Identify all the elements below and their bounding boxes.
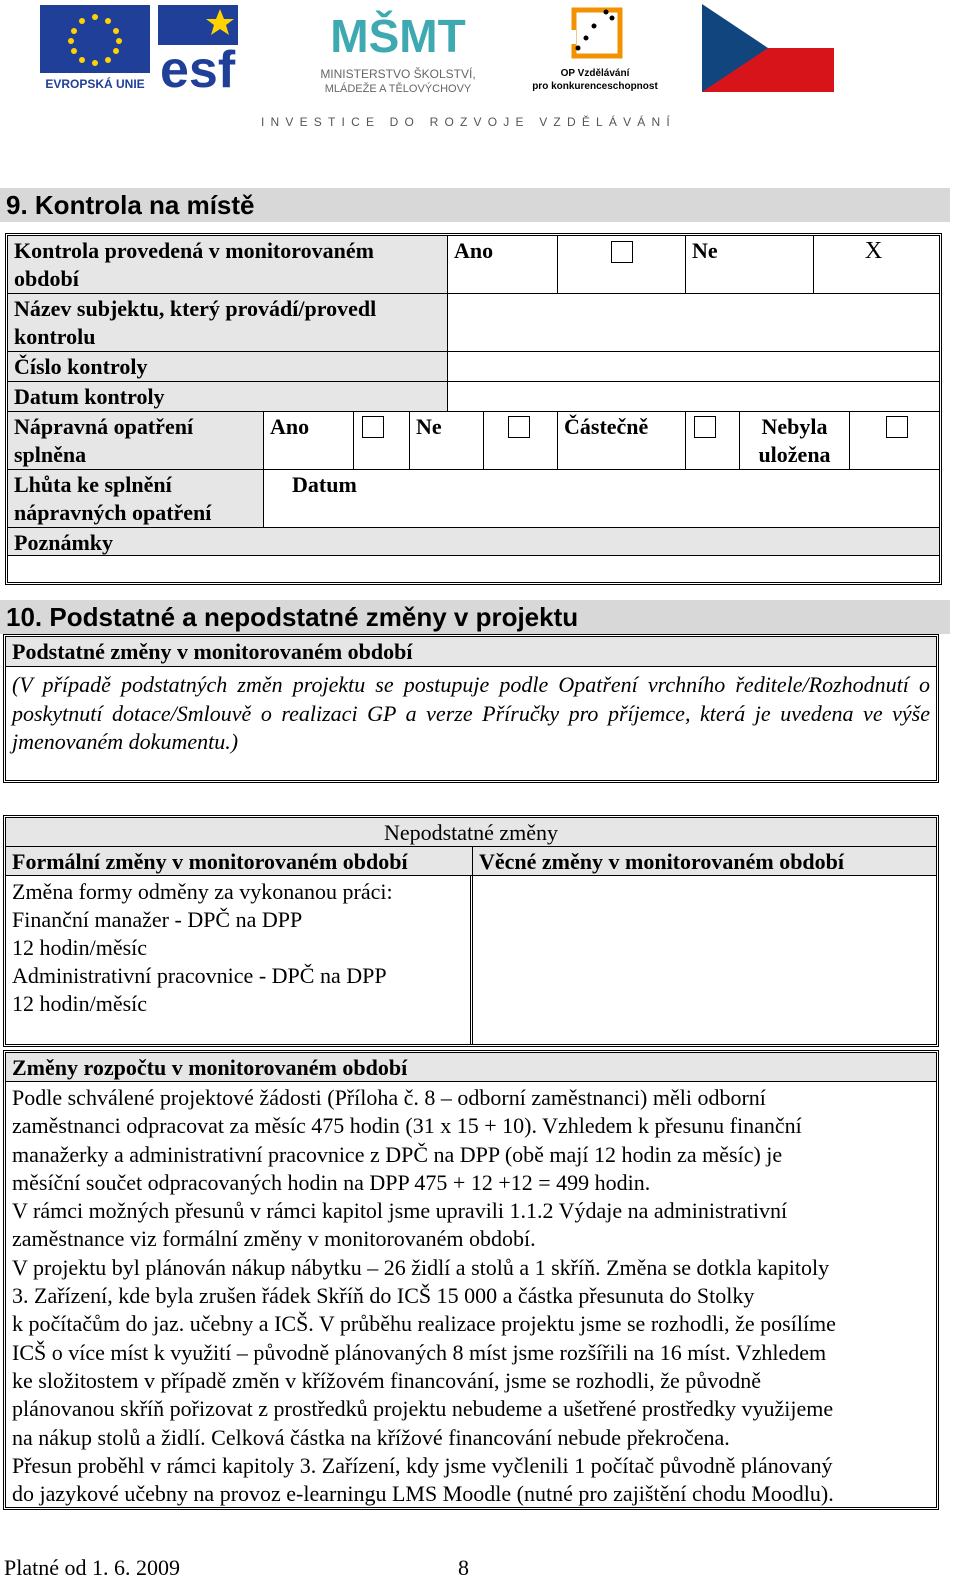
napr-ano-checkbox[interactable] [362, 416, 384, 438]
podstatne-note: (V případě podstatných změn projektu se postupuje podle Opatření vrchního ředitele/Rozhodnutí o poskytnutí dotace/Smlouvě o realizaci GP a verze Příručky pro příjemce, která je uvedena ve výše jmenovaném dokumentu.) [12, 672, 930, 754]
formalni-line-1: Změna formy odměny za vykonanou práci: [12, 879, 393, 904]
rozpocet-line-8: 3. Zařízení, kde byla zrušen řádek Skříň do ICŠ 15 000 a částka přesunuta do Stolky [12, 1283, 755, 1309]
lhuta-label: Lhůta ke splnění nápravných opatření [8, 470, 264, 528]
subjekt-value[interactable] [448, 294, 939, 352]
vecne-content [473, 876, 936, 1044]
formalni-header: Formální změny v monitorovaném období [6, 847, 473, 876]
cislo-value[interactable] [448, 352, 939, 382]
poznamky-label: Poznámky [8, 528, 939, 556]
section9-table [5, 233, 942, 585]
cislo-label: Číslo kontroly [8, 352, 448, 382]
rozpocet-line-7: V projektu byl plánován nákup nábytku – 26 židlí a stolů a 1 skříň. Změna se dotkla kapitoly [12, 1254, 830, 1280]
rozpocet-line-14: Přesun proběhl v rámci kapitoly 3. Zařízení, kdy jsme vyčlenili 1 počítač původně plánovaný [12, 1452, 833, 1478]
formalni-line-5: 12 hodin/měsíc [12, 991, 148, 1016]
kontrola-label: Kontrola provedená v monitorovaném období [8, 236, 448, 294]
footer-page-number: 8 [458, 1555, 469, 1580]
rozpocet-line-4: měsíční součet odpracovaných hodin na DPP 475 + 12 +12 = 499 hodin. [12, 1169, 651, 1195]
rozpocet-line-6: zaměstnance viz formální změny v monitorovaném období. [12, 1226, 536, 1252]
eu-logo [40, 5, 150, 91]
formalni-line-2: Finanční manažer - DPČ na DPP [12, 907, 303, 932]
rozpocet-line-5: V rámci možných přesunů v rámci kapitol jsme upravili 1.1.2 Výdaje na administrativní [12, 1198, 788, 1224]
rozpocet-line-2: zaměstnanci odpracovat za měsíc 475 hodin (31 x 15 + 10). Vzhledem k přesunu finanční [12, 1113, 802, 1139]
rozpocet-header: Změny rozpočtu v monitorovaném období [6, 1053, 936, 1082]
napr-castecne-checkbox[interactable] [694, 416, 716, 438]
czech-flag-icon [702, 4, 834, 92]
rozpocet-table [3, 1050, 939, 1510]
rozpocet-line-12: plánovanou skříň pořizovat z prostředků projektu nebudeme a ušetřené prostředky využijeme [12, 1396, 834, 1422]
napr-ne-label: Ne [410, 412, 484, 470]
section10-title: 10. Podstatné a nepodstatné změny v projektu [0, 600, 950, 634]
rozpocet-line-10: ICŠ o více míst k využití – původně plánovaných 8 míst jsme rozšířili na 16 míst. Vzhledem [12, 1339, 827, 1365]
op-caption-line1: OP Vzdělávání [560, 68, 630, 79]
podstatne-header: Podstatné změny v monitorovaném období [6, 637, 936, 667]
kontrola-ano-checkbox[interactable] [611, 241, 633, 263]
rozpocet-line-11: ke složitostem v případě změn v křížovém financování, jsme se rozhodli, že původně [12, 1367, 761, 1393]
motto: INVESTICE DO ROZVOJE VZDĚLÁVÁNÍ [261, 115, 676, 129]
rozpocet-line-1: Podle schválené projektové žádosti (Příloha č. 8 – odborní zaměstnanci) měli odborní [12, 1085, 766, 1110]
vecne-header: Věcné změny v monitorovaném období [473, 847, 936, 876]
poznamky-value[interactable] [8, 556, 939, 582]
napravna-label: Nápravná opatření splněna [8, 412, 264, 470]
datum-label: Datum kontroly [8, 382, 448, 412]
rozpocet-line-9: k počítačům do jaz. učebny a ICŠ. V průběhu realizace projektu jsme se rozhodli, že posílíme [12, 1311, 836, 1337]
nepodstatne-table [3, 815, 939, 1047]
section9-title: 9. Kontrola na místě [0, 188, 950, 222]
nepodstatne-header: Nepodstatné změny [6, 818, 936, 847]
op-caption-line2: pro konkurenceschopnost [532, 81, 658, 92]
napr-nebyla-label: Nebyla uložena [740, 412, 850, 470]
datum-value[interactable] [448, 382, 939, 412]
rozpocet-content [12, 1084, 937, 1508]
napr-ano-label: Ano [264, 412, 354, 470]
msmt-caption-line2: MLÁDEŽE A TĚLOVÝCHOVY [324, 83, 472, 95]
msmt-caption-line1: MINISTERSTVO ŠKOLSTVÍ, [320, 67, 476, 81]
napr-nebyla-checkbox[interactable] [886, 416, 908, 438]
kontrola-ne-label: Ne [686, 236, 814, 294]
esf-logo [158, 5, 268, 91]
napr-ne-checkbox[interactable] [508, 416, 530, 438]
napr-castecne-label: Částečně [558, 412, 686, 470]
kontrola-ano-label: Ano [448, 236, 558, 294]
msmt-logo-text: MŠMT [330, 10, 466, 62]
subjekt-label: Název subjektu, který provádí/provedl kontrolu [8, 294, 448, 352]
esf-logo-text: esf [160, 41, 236, 91]
kontrola-ne-mark[interactable]: X [814, 236, 939, 294]
lhuta-datum-label[interactable]: Datum [264, 470, 939, 528]
msmt-logo [300, 4, 496, 96]
op-logo [532, 4, 658, 96]
formalni-line-3: 12 hodin/měsíc [12, 935, 148, 960]
formalni-line-4: Administrativní pracovnice - DPČ na DPP [12, 963, 387, 988]
eu-logo-text: EVROPSKÁ UNIE [45, 77, 145, 91]
podstatne-table [3, 634, 939, 783]
footer-valid-from: Platné od 1. 6. 2009 [4, 1555, 180, 1580]
rozpocet-line-15: do jazykové učebny na provoz e-learningu LMS Moodle (nutné pro zajištění chodu Moodlu). [12, 1481, 834, 1507]
formalni-content [6, 876, 473, 1044]
rozpocet-line-3: manažerky a administrativní pracovnice z DPČ na DPP (obě mají 12 hodin za měsíc) je [12, 1141, 783, 1167]
rozpocet-line-13: na nákup stolů a židlí. Celková částka na křížové financování nebude překročena. [12, 1424, 730, 1450]
